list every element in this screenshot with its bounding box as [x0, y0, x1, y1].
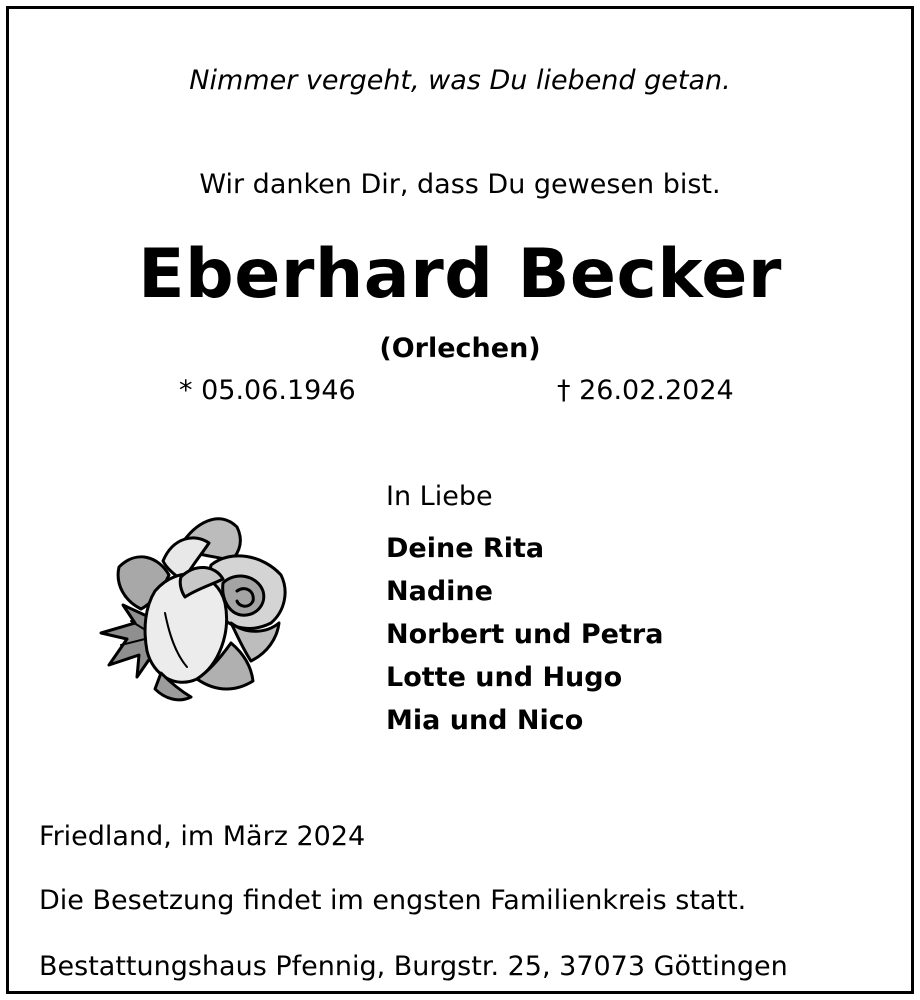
birth-date: * 05.06.1946 [179, 375, 356, 406]
thanks-line: Wir danken Dir, dass Du gewesen bist. [199, 169, 721, 200]
mourner-name: Mia und Nico [386, 705, 584, 736]
deceased-name: Eberhard Becker [138, 235, 782, 314]
memorial-quote: Nimmer vergeht, was Du liebend getan. [189, 65, 731, 96]
mourner-name: Norbert und Petra [386, 619, 664, 650]
mourner-name: Lotte und Hugo [386, 662, 623, 693]
origin-place: (Orlechen) [379, 333, 541, 364]
undertaker-address: Bestattungshaus Pfennig, Burgstr. 25, 37073 Göttingen [39, 951, 788, 982]
burial-note: Die Besetzung findet im engsten Familienkreis statt. [39, 885, 747, 916]
death-date: † 26.02.2024 [557, 375, 734, 406]
place-date: Friedland, im März 2024 [39, 821, 366, 852]
rose-icon [91, 505, 301, 705]
obituary-notice [6, 6, 914, 994]
mourner-name: Nadine [386, 576, 493, 607]
mourner-name: Deine Rita [386, 533, 545, 564]
in-love-label: In Liebe [386, 481, 493, 512]
mourners-list [386, 527, 663, 742]
